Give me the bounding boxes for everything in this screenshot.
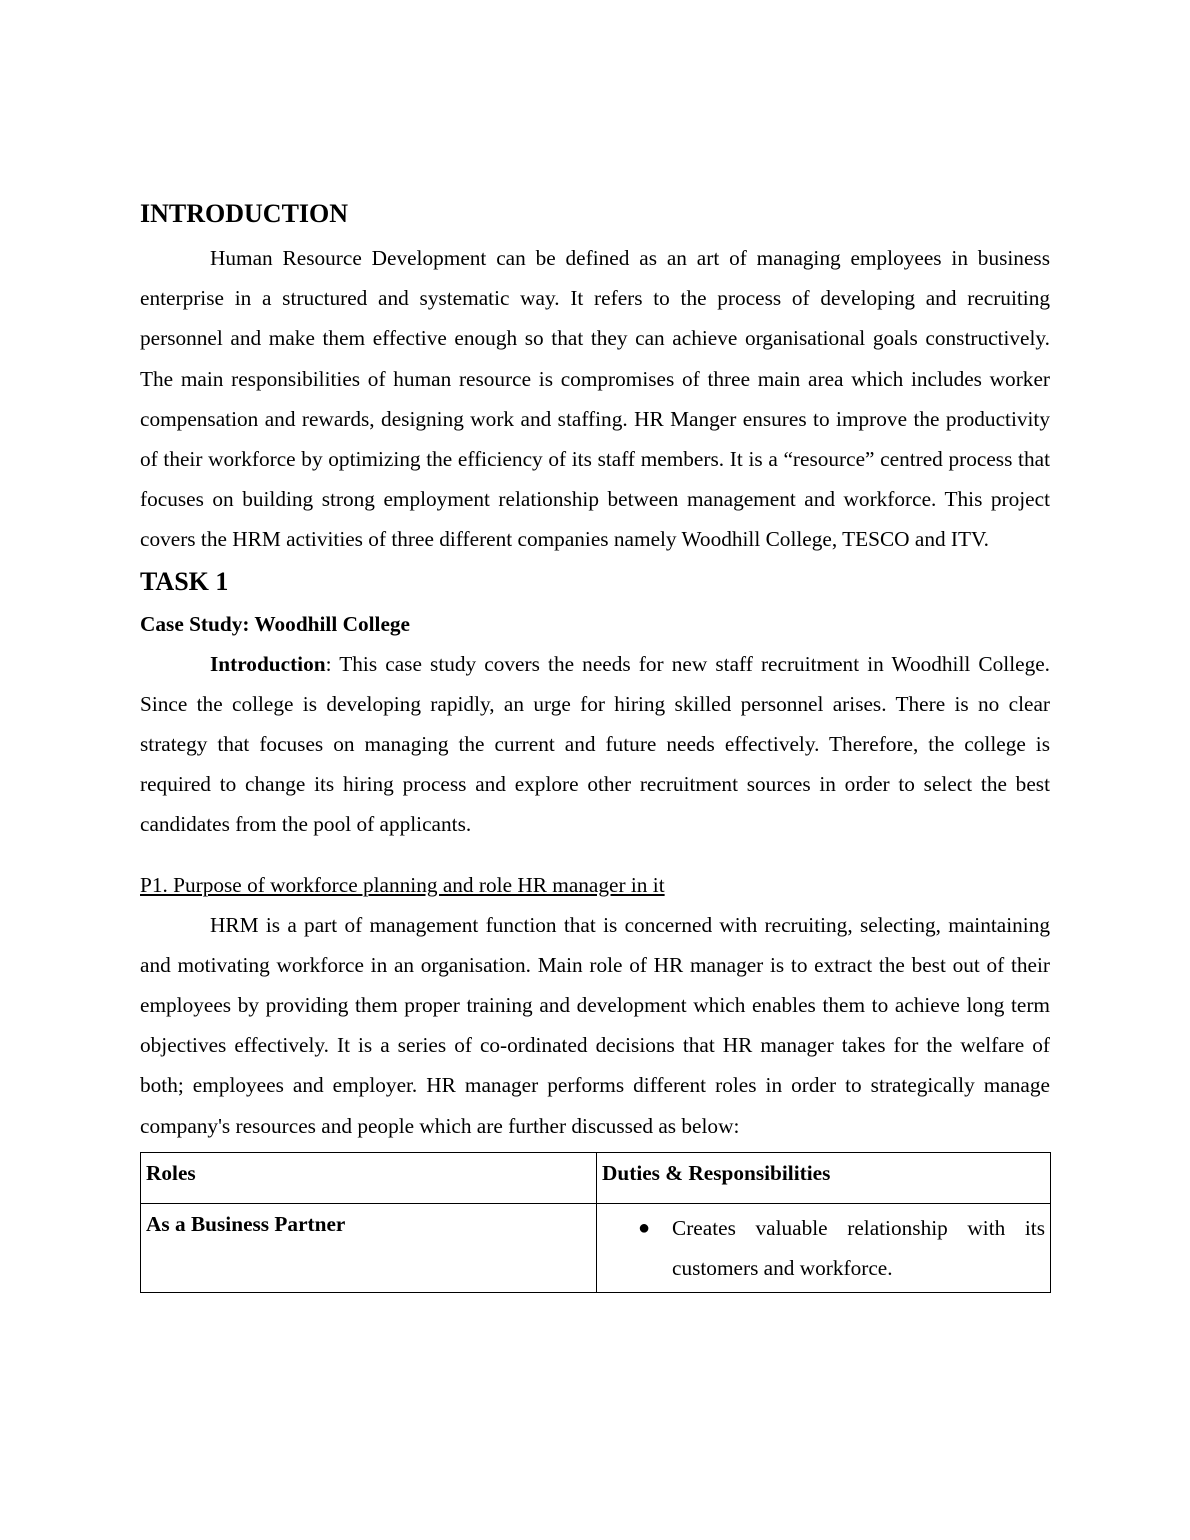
introduction-heading: INTRODUCTION — [140, 199, 349, 228]
document-page — [140, 196, 1050, 1293]
introduction-paragraph: Human Resource Development can be defined as an art of managing employees in business enterprise in a structured and systematic way. It refers to the process of developing and recruiting personnel and make them effective enough so that they can achieve organisational goals constructively. The main responsibilities of human resource is compromises of three main area which includes worker compensation and rewards, designing work and staffing. HR Manger ensures to improve the productivity of their workforce by optimizing the efficiency of its staff members. It is a “resource” centred process that focuses on building strong employment relationship between management and workforce. This project covers the HRM activities of three different companies namely Woodhill College, TESCO and ITV. — [140, 246, 1050, 552]
p1-heading: P1. Purpose of workforce planning and role HR manager in it — [140, 872, 665, 897]
case-study-title: Case Study: Woodhill College — [140, 611, 410, 636]
role-cell: As a Business Partner — [141, 1203, 597, 1292]
table-row — [141, 1203, 1051, 1292]
duties-cell — [597, 1203, 1051, 1292]
case-study-introduction — [140, 644, 1050, 845]
bullet-icon: ● — [638, 1216, 651, 1239]
introduction-text: : This case study covers the needs for new staff recruitment in Woodhill College. Since the college is developing rapidly, an urge for hiring skilled personnel arises. There is no clear strategy that focuses on managing the current and future needs effectively. Therefore, the college is required to change its hiring process and explore other recruitment sources in order to select the best candidates from the pool of applicants. — [140, 651, 1050, 837]
introduction-label: Introduction — [210, 651, 326, 676]
roles-table — [140, 1152, 1051, 1293]
task1-heading: TASK 1 — [140, 566, 229, 596]
p1-paragraph: HRM is a part of management function that is concerned with recruiting, selecting, maintaining and motivating workforce in an organisation. Main role of HR manager is to extract the best out of their employees by providing them proper training and development which enables them to achieve long term objectives effectively. It is a series of co-ordinated decisions that HR manager takes for the welfare of both; employees and employer. HR manager performs different roles in order to strategically manage company's resources and people which are further discussed as below: — [140, 912, 1050, 1138]
duty-text: Creates valuable relationship with its customers and workforce. — [672, 1215, 1045, 1280]
table-header-row — [141, 1152, 1051, 1203]
list-item — [638, 1208, 1045, 1288]
header-duties: Duties & Responsibilities — [597, 1152, 1051, 1203]
duties-list — [602, 1208, 1045, 1288]
header-roles: Roles — [141, 1152, 597, 1203]
